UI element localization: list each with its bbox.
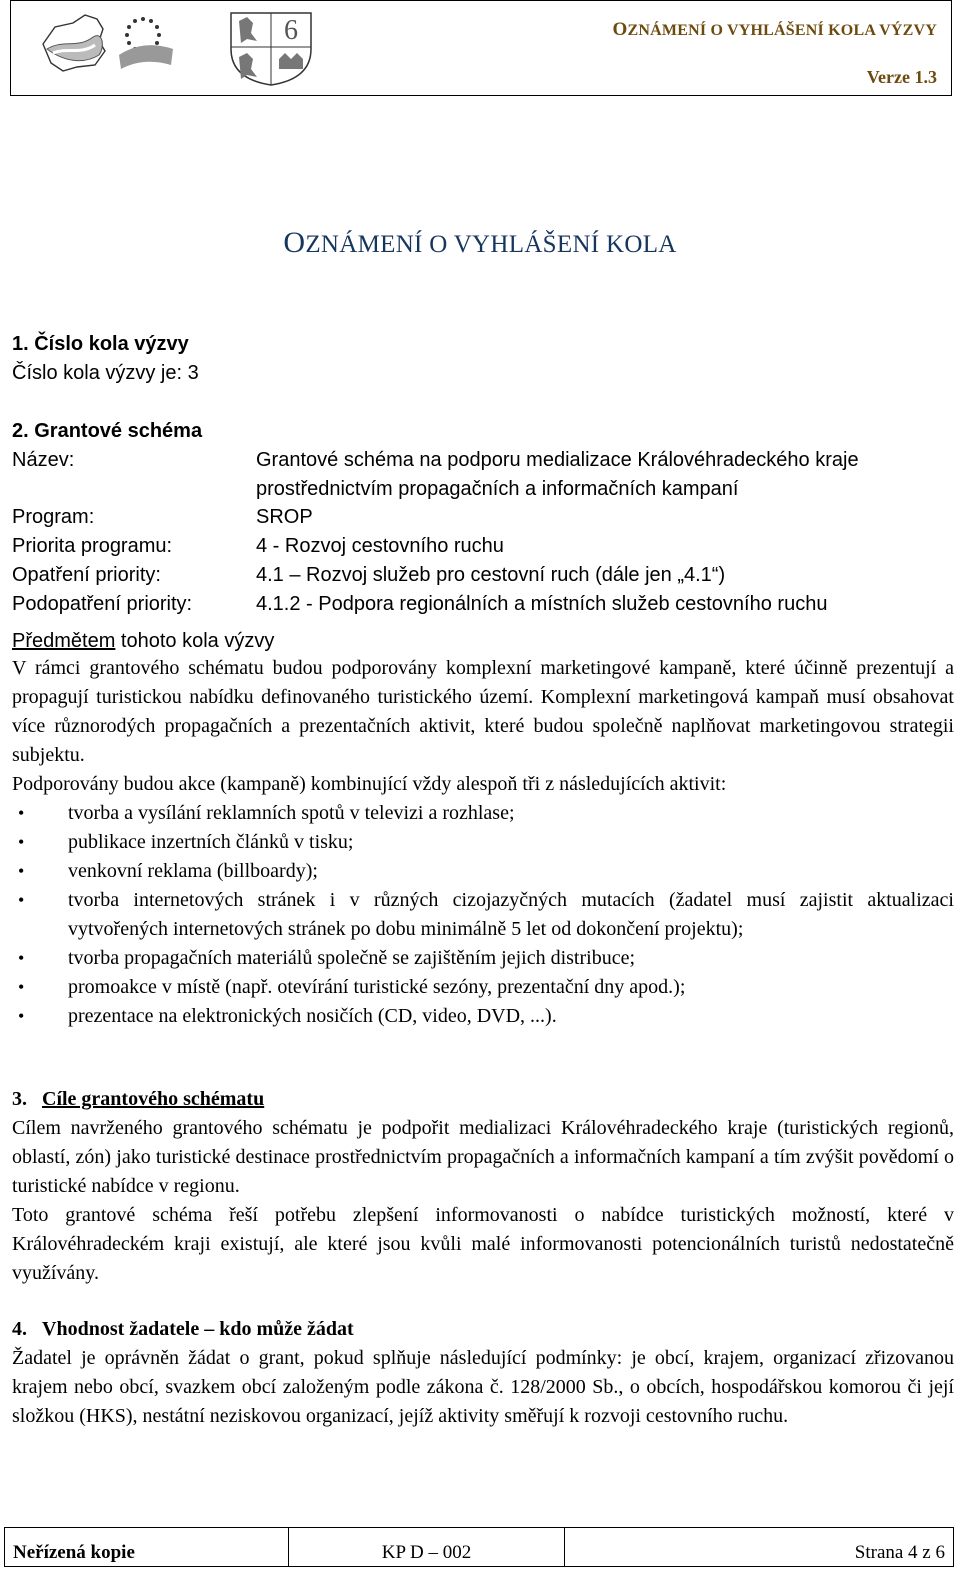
label-priorita: Priorita programu:: [12, 535, 173, 557]
footer-copy-status: Neřízená kopie: [5, 1528, 289, 1566]
document-title: OZNÁMENÍ O VYHLÁŠENÍ KOLA: [283, 226, 677, 259]
section1-heading: 1. Číslo kola výzvy: [12, 333, 189, 355]
section3-paragraph-2: Toto grantové schéma řeší potřebu zlepšení informovanosti o nabídce turistických možností, které v Královéhradeckém kraji existují, ale které jsou kvůli malé informovanosti potencionálních turistů nedostatečně využívány.: [12, 1204, 954, 1284]
label-opatreni: Opatření priority:: [12, 564, 161, 586]
footer-doc-code: KP D – 002: [289, 1528, 565, 1566]
czech-map-logo: [43, 15, 105, 71]
value-program: SROP: [256, 506, 313, 528]
section2-heading: 2. Grantové schéma: [12, 420, 203, 442]
page-header: [10, 0, 952, 96]
header-title: OZNÁMENÍ O VYHLÁŠENÍ KOLA VÝZVY: [612, 19, 937, 40]
label-podopatreni: Podopatření priority:: [12, 593, 193, 615]
page-footer: [4, 1527, 954, 1567]
section2-paragraph-1: V rámci grantového schématu budou podporovány komplexní marketingové kampaně, které účinně prezentují a propagují turistickou nabídku definovaného turistického území. Komplexní marketingová kampaň musí obsahovat více různorodých propagačních a prezentačních aktivit, které budou společně naplňovat marketingovou strategii subjektu.: [12, 657, 954, 766]
value-nazev-line2: prostřednictvím propagačních a informačních kampaní: [256, 478, 739, 500]
section4-paragraph: Žadatel je oprávněn žádat o grant, pokud splňuje následující podmínky: je obcí, krajem, organizací zřizovanou krajem nebo obcí, svazkem obcí založeným podle zákona č. 128/2000 Sb., o obcích, hospodářskou komorou či její složkou (HKS), nestátní neziskovou organizací, jejíž aktivity směřují k rozvoji cestovního ruchu.: [12, 1347, 954, 1427]
list-item: • promoakce v místě (např. otevírání turistické sezóny, prezentační dny apod.);: [12, 973, 954, 1002]
section4-heading: 4. Vhodnost žadatele – kdo může žádat: [12, 1318, 354, 1340]
footer-page-number: Strana 4 z 6: [854, 1542, 945, 1563]
header-logos: [33, 9, 318, 87]
label-program: Program:: [12, 506, 95, 528]
eu-stars-logo: [119, 17, 173, 69]
list-item: • tvorba propagačních materiálů společně se zajištěním jejich distribuce;: [12, 944, 954, 973]
subject-heading: [12, 630, 274, 653]
section3-heading: 3. Cíle grantového schématu: [12, 1088, 265, 1110]
label-nazev: Název:: [12, 449, 75, 471]
coat-of-arms-logo: [231, 13, 311, 85]
section2-paragraph-2: Podporovány budou akce (kampaně) kombinující vždy alespoň tři z následujících aktivit:: [12, 773, 727, 795]
subject-rest: tohoto kola výzvy: [115, 630, 275, 652]
section3-paragraph-1: Cílem navrženého grantového schématu je podpořit medializaci Královéhradeckého kraje (turistických regionů, oblastí, zón) jako turistické destinace prostřednictvím propagačních a informačních kampaní a tím zvýšit povědomí o turistické nabídce v regionu.: [12, 1117, 954, 1197]
value-opatreni: 4.1 – Rozvoj služeb pro cestovní ruch (dále jen „4.1“): [256, 564, 726, 586]
section1-text: Číslo kola výzvy je: 3: [12, 362, 199, 384]
subject-label: Předmětem: [12, 630, 116, 652]
header-version: Verze 1.3: [866, 67, 937, 87]
svg-text:6: 6: [284, 15, 298, 46]
list-item: • venkovní reklama (billboardy);: [12, 857, 954, 886]
value-nazev-line1: Grantové schéma na podporu medializace Královéhradeckého kraje: [256, 449, 859, 471]
list-item: • publikace inzertních článků v tisku;: [12, 828, 954, 857]
list-item: • tvorba a vysílání reklamních spotů v televizi a rozhlase;: [12, 799, 954, 828]
list-item: • tvorba internetových stránek i v různých cizojazyčných mutacích (žadatel musí zajistit aktualizaci vytvořených internetových stránek po dobu minimálně 5 let od dokončení projektu);: [12, 886, 954, 944]
list-item: • prezentace na elektronických nosičích (CD, video, DVD, ...).: [12, 1002, 954, 1031]
activities-list: [12, 799, 954, 1031]
value-priorita: 4 - Rozvoj cestovního ruchu: [256, 535, 504, 557]
value-podopatreni: 4.1.2 - Podpora regionálních a místních služeb cestovního ruchu: [256, 593, 828, 615]
